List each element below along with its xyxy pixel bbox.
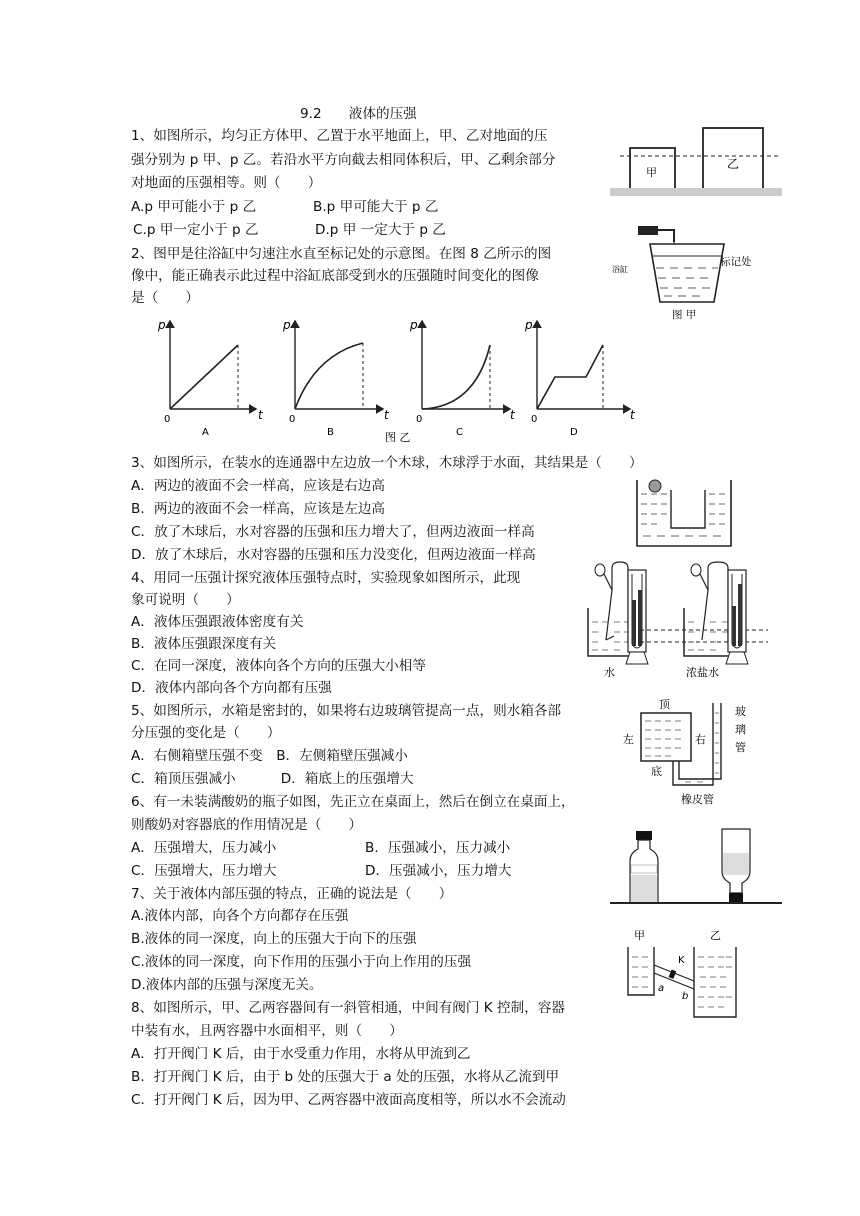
label-right: 右: [695, 733, 706, 746]
q5-option-cd: C．箱顶压强减小 D．箱底上的压强增大: [131, 771, 414, 787]
label-left: 左: [623, 733, 634, 746]
q8-option-a: A．打开阀门 K 后，由于水受重力作用，水将从甲流到乙: [131, 1046, 471, 1062]
faucet-pipe: [658, 230, 674, 242]
graph-a-axis-p: p: [158, 318, 166, 332]
q7-option-d: D.液体内部的压强与深度无关。: [131, 977, 323, 993]
q6-option-a: A．压强增大，压力减小: [131, 840, 277, 856]
graph-c-axis-t: t: [510, 408, 515, 422]
q8-option-b: B．打开阀门 K 后，由于 b 处的压强大于 a 处的压强，水将从乙流到甲: [131, 1069, 560, 1085]
q2-stem-line1: 2、图甲是往浴缸中匀速注水直至标记处的示意图。在图 8 乙所示的图: [131, 246, 552, 262]
q1-stem-line1: 1、如图所示，均匀正方体甲、乙置于水平地面上，甲、乙对地面的压: [131, 128, 548, 144]
wooden-ball: [649, 480, 661, 492]
label-b: b: [682, 991, 689, 1002]
q4-option-a: A．液体压强跟液体密度有关: [131, 614, 304, 630]
q7-stem: 7、关于液体内部压强的特点，正确的说法是（ ）: [131, 886, 453, 902]
cube-jia-label: 甲: [646, 166, 657, 179]
label-a: a: [658, 983, 665, 994]
q4-option-d: D．液体内部向各个方向都有压强: [131, 680, 332, 696]
label-top: 顶: [659, 698, 670, 711]
q6-bottles-figure: [610, 825, 785, 911]
q2-stem-line2: 像中，能正确表示此过程中浴缸底部受到水的压强随时间变化的图像: [131, 268, 539, 284]
fig-yi-caption: 图 乙: [385, 431, 411, 443]
q6-stem-line1: 6、有一未装满酸奶的瓶子如图，先正立在桌面上，然后在倒立在桌面上，: [131, 794, 575, 810]
q1-cubes-figure: [610, 120, 785, 202]
container-jia: [628, 947, 654, 995]
cube-yi-label: 乙: [727, 157, 740, 171]
graph-d: [524, 318, 636, 438]
q6-stem-line2: 则酸奶对容器底的作用情况是（ ）: [131, 817, 363, 833]
q3-option-a: A．两边的液面不会一样高，应该是右边高: [131, 478, 385, 494]
graph-c-origin: 0: [416, 414, 423, 425]
gauge-setup-brine: [684, 562, 748, 679]
label-jia: 甲: [634, 929, 645, 942]
q4-pressure-gauge-figure: [584, 560, 776, 682]
graph-b-label: B: [327, 427, 334, 438]
sealed-tank: [641, 713, 691, 761]
fig-jia-caption: 图 甲: [672, 309, 697, 321]
label-bottom: 底: [651, 765, 662, 778]
bottle-inverted: [722, 829, 750, 902]
label-brine: 浓盐水: [686, 666, 719, 679]
q3-option-c: C．放了木球后，水对容器的压强和压力增大了，但两边液面一样高: [131, 524, 535, 540]
q3-option-d: D．放了木球后，水对容器的压强和压力没变化，但两边液面一样高: [131, 547, 536, 563]
q7-option-b: B.液体的同一深度，向上的压强大于向下的压强: [131, 931, 417, 947]
graph-d-label: D: [570, 427, 578, 438]
q1-option-c: C.p 甲一定小于 p 乙: [133, 222, 259, 238]
q8-option-c: C．打开阀门 K 后，因为甲、乙两容器中液面高度相等，所以水不会流动: [131, 1092, 566, 1108]
label-hose: 橡皮管: [681, 793, 714, 806]
q3-option-b: B．两边的液面不会一样高，应该是左边高: [131, 501, 386, 517]
q5-option-ab: A．右侧箱壁压强不变 B．左侧箱壁压强减小: [131, 748, 408, 764]
graph-b-origin: 0: [289, 414, 296, 425]
graph-a-origin: 0: [164, 414, 171, 425]
graph-b-axis-p: p: [283, 318, 291, 332]
q2-bathtub-figure: [612, 222, 777, 324]
graph-a-label: A: [202, 427, 209, 438]
page-title: 9.2 液体的压强: [300, 106, 417, 122]
q5-stem-line2: 分压强的变化是（ ）: [131, 725, 281, 741]
q5-tank-figure: [615, 693, 755, 811]
graph-a: [157, 318, 264, 438]
q8-containers-figure: [620, 925, 750, 1020]
q1-option-b: B.p 甲可能大于 p 乙: [313, 199, 439, 215]
graph-c: [409, 318, 516, 438]
q6-option-c: C．压强增大，压力增大: [131, 863, 277, 879]
container-yi: [694, 947, 736, 1017]
bathtub: [650, 244, 724, 302]
q7-option-a: A.液体内部，向各个方向都存在压强: [131, 908, 349, 924]
q2-graphs-figure: [150, 315, 650, 443]
q7-option-c: C.液体的同一深度，向下作用的压强小于向上作用的压强: [131, 954, 472, 970]
q4-stem-line1: 4、用同一压强计探究液体压强特点时，实验现象如图所示，此现: [131, 570, 521, 586]
label-glass-1: 玻: [735, 705, 746, 718]
vessel-divider: [671, 490, 705, 528]
q4-option-c: C．在同一深度，液体向各个方向的压强大小相等: [131, 658, 426, 674]
q6-option-b: B．压强减小，压力减小: [365, 840, 511, 856]
q5-stem-line1: 5、如图所示，水箱是密封的，如果将右边玻璃管提高一点，则水箱各部: [131, 703, 562, 719]
q3-stem: 3、如图所示，在装水的连通器中左边放一个木球，木球浮于水面，其结果是（ ）: [131, 455, 643, 471]
label-k: K: [678, 955, 685, 966]
q3-connector-figure: [635, 472, 735, 550]
graph-d-axis-p: p: [525, 318, 533, 332]
q1-option-a: A.p 甲可能小于 p 乙: [131, 199, 257, 215]
q8-stem-line2: 中装有水，且两容器中水面相平，则（ ）: [131, 1023, 403, 1039]
label-yi: 乙: [710, 929, 721, 942]
q4-option-b: B．液体压强跟深度有关: [131, 636, 277, 652]
graph-a-axis-t: t: [258, 408, 263, 422]
q1-option-d: D.p 甲 一定大于 p 乙: [315, 222, 446, 238]
q4-stem-line2: 象可说明（ ）: [131, 592, 240, 608]
graph-d-origin: 0: [531, 414, 538, 425]
q2-stem-line3: 是（ ）: [131, 290, 199, 306]
gauge-setup-water: [588, 562, 648, 679]
label-water: 水: [604, 666, 615, 679]
q8-stem-line1: 8、如图所示，甲、乙两容器间有一斜管相通，中间有阀门 K 控制，容器: [131, 1000, 566, 1016]
bottle-upright: [630, 831, 658, 903]
graph-c-label: C: [456, 427, 463, 438]
graph-d-axis-t: t: [630, 408, 635, 422]
q1-stem-line3: 对地面的压强相等。则（ ）: [131, 175, 322, 191]
q1-stem-line2: 强分别为 p 甲、p 乙。若沿水平方向截去相同体积后，甲、乙剩余部分: [131, 152, 556, 168]
tub-label: 浴缸: [612, 265, 628, 274]
graph-b-axis-t: t: [384, 408, 389, 422]
graph-b: [282, 318, 390, 438]
mark-label: 标记处: [720, 256, 752, 268]
q6-option-d: D．压强减小，压力增大: [365, 863, 512, 879]
faucet-handle: [638, 226, 658, 235]
label-glass-3: 管: [735, 741, 746, 754]
graph-c-axis-p: p: [410, 318, 418, 332]
label-glass-2: 璃: [735, 723, 746, 736]
